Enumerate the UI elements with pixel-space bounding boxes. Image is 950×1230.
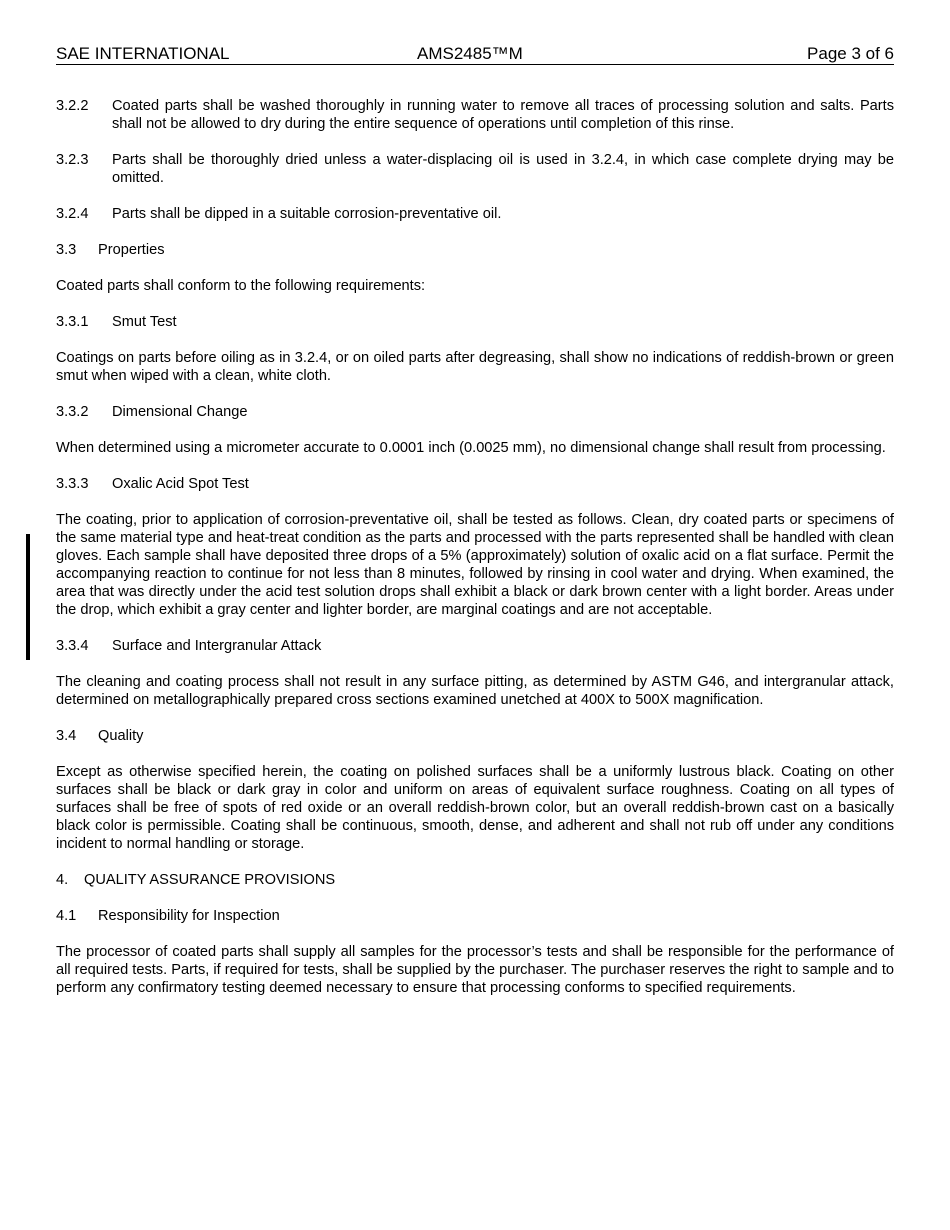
section-number: 3.3.4 — [56, 638, 89, 654]
section-title: Smut Test — [112, 314, 177, 330]
section-number: 3.2.3 — [56, 152, 89, 168]
section-text: Coated parts shall be washed thoroughly in running water to remove all traces of processing solution and salts. Parts shall not be allowed to dry during the entire sequence of operations until completion of this rinse. — [112, 98, 894, 132]
section-number: 3.4 — [56, 728, 77, 744]
section-4-1-body: The processor of coated parts shall supply all samples for the processor’s tests and shall be responsible for the performance of all required tests. Parts, if required for tests, shall be supplied by the purchaser. The purchaser reserves the right to sample and to perform any confirmatory testing deemed necessary to ensure that processing conforms to specified requirements. — [56, 944, 894, 996]
section-title: Dimensional Change — [112, 404, 248, 420]
section-text: Parts shall be thoroughly dried unless a water-displacing oil is used in 3.2.4, in which case complete drying may be omitted. — [112, 152, 894, 186]
section-3-2-2 — [56, 97, 894, 133]
document-body — [56, 97, 894, 1015]
section-title: Properties — [98, 242, 165, 258]
section-3-3-1-body: Coatings on parts before oiling as in 3.2.4, or on oiled parts after degreasing, shall show no indications of reddish-brown or green smut when wiped with a clean, white cloth. — [56, 350, 894, 384]
section-3-2-4 — [56, 205, 894, 223]
section-number: 3.2.2 — [56, 98, 89, 114]
section-title: Responsibility for Inspection — [98, 908, 280, 924]
header-doc-id: AMS2485™M — [417, 44, 523, 63]
page-header — [56, 44, 894, 65]
section-number: 3.3.3 — [56, 476, 89, 492]
section-3-3-2-body: When determined using a micrometer accurate to 0.0001 inch (0.0025 mm), no dimensional change shall result from processing. — [56, 440, 886, 456]
section-4-heading — [56, 871, 894, 889]
section-3-4-heading — [56, 727, 894, 745]
section-3-3-4-heading — [56, 637, 894, 655]
section-3-3-body: Coated parts shall conform to the following requirements: — [56, 278, 426, 294]
section-3-3-2-heading — [56, 403, 894, 421]
section-number: 4. — [56, 872, 69, 888]
header-org: SAE INTERNATIONAL — [56, 44, 230, 63]
section-number: 4.1 — [56, 908, 77, 924]
section-3-3-4-body: The cleaning and coating process shall not result in any surface pitting, as determined by ASTM G46, and intergranular attack, determined on metallographically prepared cross sections examined unetched at 400X to 500X magnification. — [56, 674, 894, 708]
section-number: 3.3.2 — [56, 404, 89, 420]
revision-change-bar — [26, 534, 30, 660]
section-text: Parts shall be dipped in a suitable corrosion-preventative oil. — [112, 206, 502, 222]
section-4-1-heading — [56, 907, 894, 925]
section-title: Oxalic Acid Spot Test — [112, 476, 249, 492]
section-3-3-3-body: The coating, prior to application of corrosion-preventative oil, shall be tested as follows. Clean, dry coated parts or specimens of the same material type and heat-treat condition as the parts and processed with the parts represented shall be handled with clean gloves. Each sample shall have deposited three drops of a 5% (approximately) solution of oxalic acid on a flat surface. Permit the accompanying reaction to continue for not less than 8 minutes, followed by rinsing in cool water and drying. When examined, the area that was directly under the acid test solution drops shall exhibit a black or dark brown center with a light border. Areas under the drop, which exhibit a gray center and lighter border, are marginal coatings and are not acceptable. — [56, 512, 894, 618]
section-title: QUALITY ASSURANCE PROVISIONS — [84, 872, 336, 888]
section-3-2-3 — [56, 151, 894, 187]
section-number: 3.2.4 — [56, 206, 89, 222]
section-number: 3.3.1 — [56, 314, 89, 330]
section-3-4-body: Except as otherwise specified herein, the coating on polished surfaces shall be a uniformly lustrous black. Coating on other surfaces shall be black or dark gray in color and uniform on areas of equivalent surface roughness. Coating on all types of surfaces shall be free of spots of red oxide or an overall reddish-brown color, but an overall reddish-brown cast on a basically black color is permissible. Coating shall be continuous, smooth, dense, and adherent and shall not rub off under any conditions incident to normal handling or storage. — [56, 764, 894, 852]
section-title: Surface and Intergranular Attack — [112, 638, 322, 654]
section-title: Quality — [98, 728, 144, 744]
section-3-3-heading — [56, 241, 894, 259]
section-3-3-1-heading — [56, 313, 894, 331]
section-3-3-3-heading — [56, 475, 894, 493]
section-number: 3.3 — [56, 242, 77, 258]
header-page-number: Page 3 of 6 — [807, 44, 894, 63]
